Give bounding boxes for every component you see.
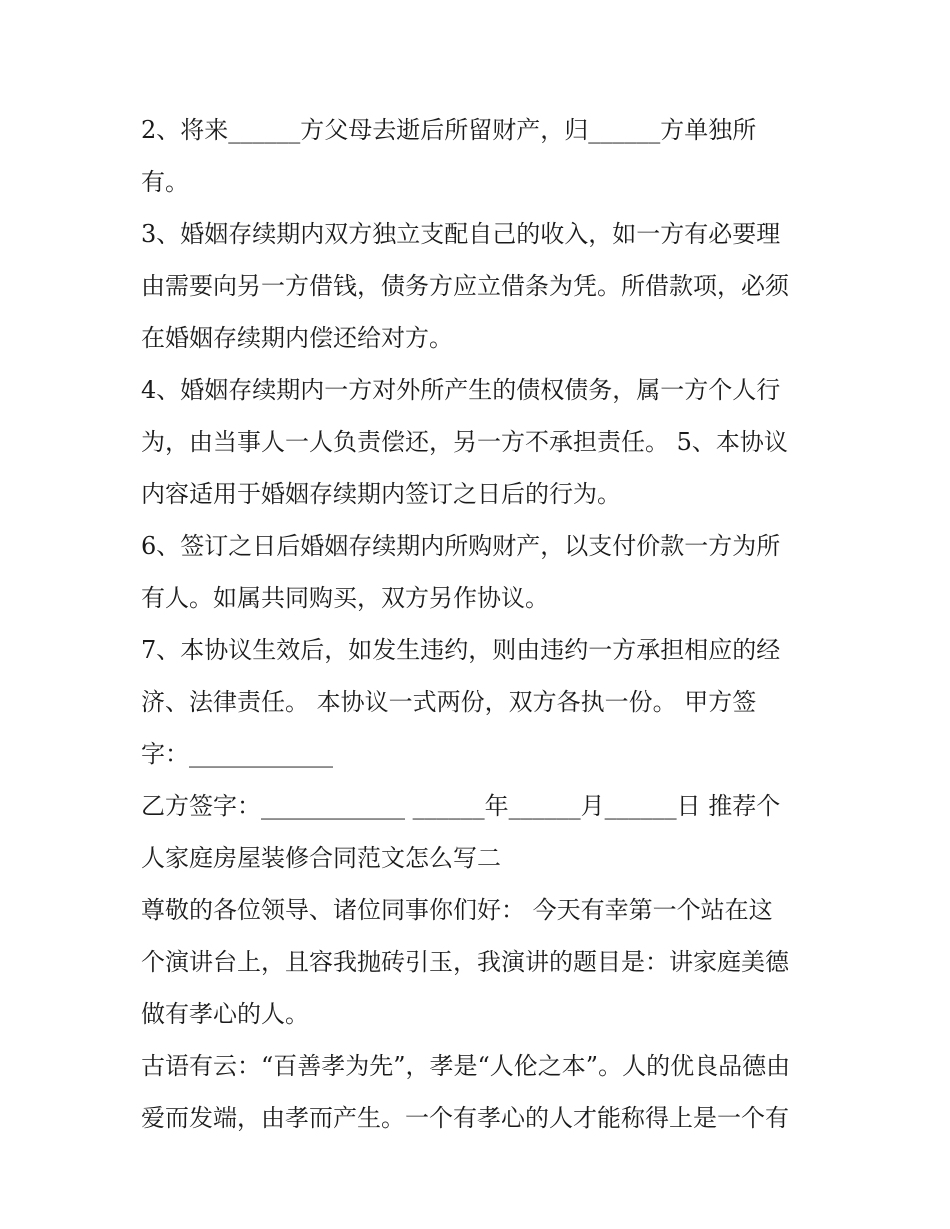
text-line: 做有孝心的人。	[141, 1000, 309, 1028]
text-line: 3、婚姻存续期内双方独立支配自己的收入，如一方有必要理	[141, 220, 781, 248]
text-line: 济、法律责任。 本协议一式两份，双方各执一份。 甲方签	[141, 688, 757, 716]
document-body	[141, 104, 821, 1144]
text-line: 爱而发端，由孝而产生。一个有孝心的人才能称得上是一个有	[141, 1104, 789, 1132]
text-line: 为，由当事人一人负责偿还，另一方不承担责任。 5、本协议	[141, 428, 788, 456]
text-line: 尊敬的各位领导、诸位同事你们好： 今天有幸第一个站在这	[141, 896, 773, 924]
text-line: 古语有云：“百善孝为先”，孝是“人伦之本”。人的优良品德由	[141, 1052, 791, 1080]
text-line: 有。	[141, 168, 189, 196]
text-line: 乙方签字：____________ ______年______月______日 推荐个	[141, 792, 781, 820]
text-line: 内容适用于婚姻存续期内签订之日后的行为。	[141, 480, 621, 508]
text-line: 在婚姻存续期内偿还给对方。	[141, 324, 453, 352]
text-line: 4、婚姻存续期内一方对外所产生的债权债务，属一方个人行	[141, 376, 781, 404]
text-line: 6、签订之日后婚姻存续期内所购财产，以支付价款一方为所	[141, 532, 781, 560]
text-line: 由需要向另一方借钱，债务方应立借条为凭。所借款项，必须	[141, 272, 789, 300]
text-line: 7、本协议生效后，如发生违约，则由违约一方承担相应的经	[141, 636, 781, 664]
text-line: 有人。如属共同购买，双方另作协议。	[141, 584, 549, 612]
text-line: 个演讲台上，且容我抛砖引玉，我演讲的题目是：讲家庭美德	[141, 948, 789, 976]
text-line: 2、将来______方父母去逝后所留财产，归______方单独所	[141, 116, 757, 144]
text-line: 字：____________	[141, 740, 333, 768]
text-line: 人家庭房屋装修合同范文怎么写二	[141, 844, 501, 872]
